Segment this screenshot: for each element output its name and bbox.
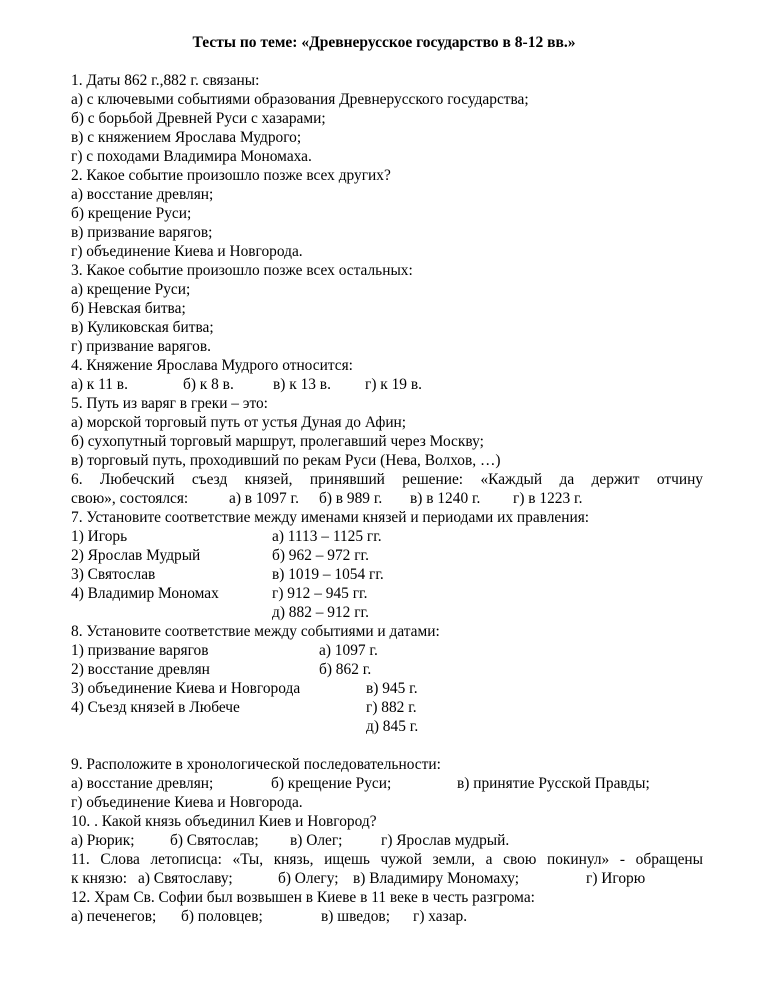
q7-prince: 2) Ярослав Мудрый (71, 547, 201, 564)
q11-option-c: в) Владимиру Мономаху; (353, 870, 520, 887)
q7-period: б) 962 – 972 гг. (272, 547, 369, 564)
q7-period: г) 912 – 945 гг. (272, 585, 368, 602)
q3-option-c: в) Куликовская битва; (71, 319, 214, 336)
question-6: 6. Любечский съезд князей, принявший решение: «Каждый да держит отчину (71, 471, 703, 488)
q9-options (71, 774, 703, 793)
q12-options (71, 907, 703, 926)
q4-option-d: г) к 19 в. (365, 376, 422, 393)
q7-period: а) 1113 – 1125 гг. (272, 528, 382, 545)
q2-option-a: а) восстание древлян; (71, 186, 214, 203)
q8-row (71, 641, 703, 660)
page-title: Тесты по теме: «Древнерусское государство в 8-12 вв.» (192, 34, 576, 51)
q6-option-b: б) в 989 г. (319, 490, 383, 507)
question-2: 2. Какое событие произошло позже всех других? (71, 167, 391, 184)
q8-event: 4) Съезд князей в Любече (71, 699, 240, 716)
q8-event: 1) призвание варягов (71, 642, 209, 659)
q6-option-c: в) в 1240 г. (410, 490, 481, 507)
question-4: 4. Княжение Ярослава Мудрого относится: (71, 357, 353, 374)
q8-event: 3) объединение Киева и Новгорода (71, 680, 301, 697)
q8-date: д) 845 г. (366, 718, 419, 735)
q7-period: в) 1019 – 1054 гг. (272, 566, 384, 583)
q11-option-b: б) Олегу; (278, 870, 339, 887)
q12-option-c: в) шведов; (321, 908, 390, 925)
question-9: 9. Расположите в хронологической последовательности: (71, 756, 441, 773)
question-10: 10. . Какой князь объединил Киев и Новгород? (71, 813, 377, 830)
q7-prince: 3) Святослав (71, 566, 156, 583)
q7-prince: 4) Владимир Мономах (71, 585, 219, 602)
q8-row (71, 698, 703, 717)
question-3: 3. Какое событие произошло позже всех остальных: (71, 262, 413, 279)
q4-option-c: в) к 13 в. (273, 376, 331, 393)
q4-option-a: а) к 11 в. (71, 376, 128, 393)
q5-option-a: а) морской торговый путь от устья Дуная до Афин; (71, 414, 407, 431)
q8-date: г) 882 г. (366, 699, 417, 716)
q1-option-c: в) с княжением Ярослава Мудрого; (71, 129, 302, 146)
question-7: 7. Установите соответствие между именами князей и периодами их правления: (71, 509, 590, 526)
q5-option-c: в) торговый путь, проходивший по рекам Руси (Нева, Волхов, …) (71, 452, 501, 469)
q3-option-d: г) призвание варягов. (71, 338, 211, 355)
q12-option-d: г) хазар. (413, 908, 468, 925)
question-11: 11. Слова летописца: «Ты, князь, ищешь чужой земли, а свою покинул» - обращены (71, 851, 703, 868)
q6-option-d: г) в 1223 г. (513, 490, 583, 507)
q8-row (71, 660, 703, 679)
q2-option-b: б) крещение Руси; (71, 205, 192, 222)
q8-date: а) 1097 г. (319, 642, 378, 659)
q11-options (71, 869, 703, 888)
question-12: 12. Храм Св. Софии был возвышен в Киеве в 11 веке в честь разгрома: (71, 889, 535, 906)
q7-row (71, 546, 703, 565)
q8-date: б) 862 г. (319, 661, 372, 678)
q10-option-b: б) Святослав; (170, 832, 259, 849)
q10-options (71, 831, 703, 850)
q5-option-b: б) сухопутный торговый маршрут, пролегавший через Москву; (71, 433, 484, 450)
q8-row (71, 717, 703, 736)
q11-continuation: к князю: (71, 870, 127, 887)
q4-options (71, 375, 703, 394)
q10-option-d: г) Ярослав мудрый. (381, 832, 510, 849)
q7-period: д) 882 – 912 гг. (272, 604, 369, 621)
q3-option-b: б) Невская битва; (71, 300, 186, 317)
q7-prince: 1) Игорь (71, 528, 128, 545)
q1-option-b: б) с борьбой Древней Руси с хазарами; (71, 110, 326, 127)
q11-option-a: а) Святославу; (138, 870, 233, 887)
q8-date: в) 945 г. (366, 680, 418, 697)
q9-option-a: а) восстание древлян; (71, 775, 214, 792)
q6-continuation: свою», состоялся: (71, 490, 189, 507)
spacer (71, 736, 703, 755)
q1-option-d: г) с походами Владимира Мономаха. (71, 148, 312, 165)
q2-option-d: г) объединение Киева и Новгорода. (71, 243, 303, 260)
q12-option-a: а) печенегов; (71, 908, 157, 925)
question-5: 5. Путь из варяг в греки – это: (71, 395, 268, 412)
q10-option-a: а) Рюрик; (71, 832, 135, 849)
q6-option-a: а) в 1097 г. (229, 490, 299, 507)
q1-option-a: а) с ключевыми событиями образования Древнерусского государства; (71, 91, 529, 108)
q7-row (71, 584, 703, 603)
question-8: 8. Установите соответствие между событиями и датами: (71, 623, 440, 640)
q9-option-d: г) объединение Киева и Новгорода. (71, 794, 303, 811)
q12-option-b: б) половцев; (181, 908, 263, 925)
q3-option-a: а) крещение Руси; (71, 281, 191, 298)
q2-option-c: в) призвание варягов; (71, 224, 213, 241)
q11-option-d: г) Игорю (586, 870, 646, 887)
q8-event: 2) восстание древлян (71, 661, 210, 678)
q8-row (71, 679, 703, 698)
q10-option-c: в) Олег; (290, 832, 343, 849)
q9-option-c: в) принятие Русской Правды; (457, 775, 650, 792)
q7-row (71, 565, 703, 584)
q7-row (71, 603, 703, 622)
questions-list (71, 71, 703, 926)
q7-row (71, 527, 703, 546)
q9-option-b: б) крещение Руси; (271, 775, 392, 792)
q6-options (71, 489, 703, 508)
q4-option-b: б) к 8 в. (183, 376, 234, 393)
question-1: 1. Даты 862 г.,882 г. связаны: (71, 72, 260, 89)
